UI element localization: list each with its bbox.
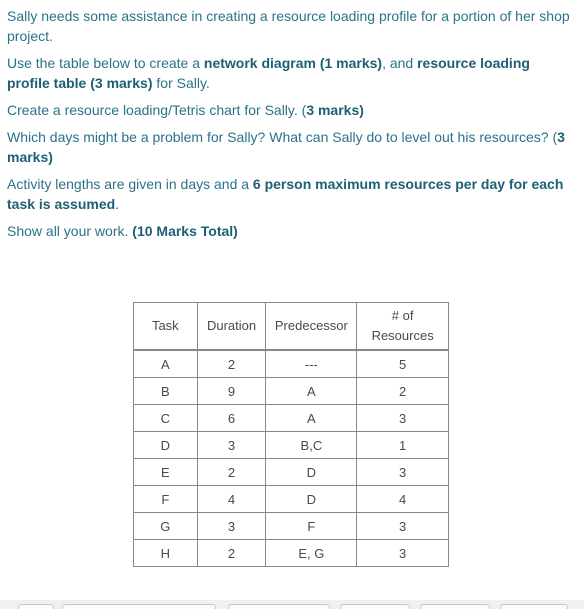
- predecessor-cell: A: [266, 378, 357, 405]
- intro-text: Sally needs some assistance in creating a resource loading profile for a portion of her shop project.: [7, 8, 570, 44]
- resources-cell: 3: [357, 459, 449, 486]
- task-cell: H: [134, 540, 198, 567]
- toolbar-button[interactable]: [500, 604, 568, 609]
- duration-cell: 4: [197, 486, 266, 513]
- predecessor-cell: E, G: [266, 540, 357, 567]
- resources-cell: 5: [357, 350, 449, 378]
- problem-days-marks: 3 marks): [7, 129, 565, 165]
- task-cell: B: [134, 378, 198, 405]
- predecessor-cell: D: [266, 486, 357, 513]
- chart-task-marks: 3 marks): [306, 102, 364, 118]
- task-cell: C: [134, 405, 198, 432]
- header-resources-line2: Resources: [371, 328, 434, 343]
- show-work-paragraph: [7, 221, 572, 241]
- header-predecessor: Predecessor: [266, 303, 357, 351]
- duration-cell: 2: [197, 540, 266, 567]
- table-row: [134, 540, 449, 567]
- network-diagram-marks: network diagram (1 marks): [203, 55, 383, 71]
- task-cell: F: [134, 486, 198, 513]
- table-row: [134, 378, 449, 405]
- table-header-row: [134, 303, 449, 351]
- assumptions-text-c: .: [115, 196, 120, 212]
- instructions-text-e: for Sally.: [152, 75, 210, 91]
- duration-cell: 2: [197, 459, 266, 486]
- predecessor-cell: B,C: [266, 432, 357, 459]
- task-cell: G: [134, 513, 198, 540]
- loading-table-marks: resource loading profile table (3 marks): [7, 55, 530, 91]
- task-cell: D: [134, 432, 198, 459]
- instructions-text-a: Use the table below to create a: [7, 55, 204, 71]
- predecessor-cell: F: [266, 513, 357, 540]
- task-cell: E: [134, 459, 198, 486]
- resources-cell: 3: [357, 540, 449, 567]
- show-work-text: Show all your work.: [7, 223, 133, 239]
- activity-table: [133, 302, 449, 567]
- resources-cell: 1: [357, 432, 449, 459]
- resources-cell: 3: [357, 405, 449, 432]
- table-row: [134, 459, 449, 486]
- duration-cell: 3: [197, 432, 266, 459]
- header-resources-line1: # of: [391, 308, 414, 323]
- table-row: [134, 486, 449, 513]
- table-row: [134, 405, 449, 432]
- problem-days-text: Which days might be a problem for Sally? What can Sally do to level out his resources? (: [7, 129, 558, 145]
- duration-cell: 2: [197, 350, 266, 378]
- header-resources: [357, 303, 449, 351]
- task-cell: A: [134, 350, 198, 378]
- header-duration: Duration: [197, 303, 266, 351]
- predecessor-cell: D: [266, 459, 357, 486]
- toolbar-button[interactable]: [228, 604, 330, 609]
- assumptions-paragraph: [7, 174, 572, 214]
- header-task: Task: [134, 303, 198, 351]
- chart-task-paragraph: [7, 100, 572, 120]
- instructions-text-c: , and: [382, 55, 418, 71]
- duration-cell: 6: [197, 405, 266, 432]
- instructions-paragraph: [7, 53, 572, 93]
- table-row: [134, 432, 449, 459]
- problem-days-paragraph: [7, 127, 572, 167]
- assumptions-text-a: Activity lengths are given in days and a: [7, 176, 253, 192]
- resources-cell: 2: [357, 378, 449, 405]
- predecessor-cell: ---: [266, 350, 357, 378]
- table-row: [134, 350, 449, 378]
- resources-cell: 4: [357, 486, 449, 513]
- total-marks: (10 Marks Total): [132, 223, 238, 239]
- table-row: [134, 513, 449, 540]
- predecessor-cell: A: [266, 405, 357, 432]
- duration-cell: 9: [197, 378, 266, 405]
- max-resources-note: 6 person maximum resources per day for each task is assumed: [7, 176, 564, 212]
- duration-cell: 3: [197, 513, 266, 540]
- chart-task-text: Create a resource loading/Tetris chart for Sally. (: [7, 102, 307, 118]
- resources-cell: 3: [357, 513, 449, 540]
- toolbar-button[interactable]: [62, 604, 216, 609]
- toolbar-button[interactable]: [420, 604, 490, 609]
- toolbar-button[interactable]: [340, 604, 410, 609]
- toolbar-button[interactable]: [18, 604, 54, 609]
- intro-paragraph: [7, 6, 572, 46]
